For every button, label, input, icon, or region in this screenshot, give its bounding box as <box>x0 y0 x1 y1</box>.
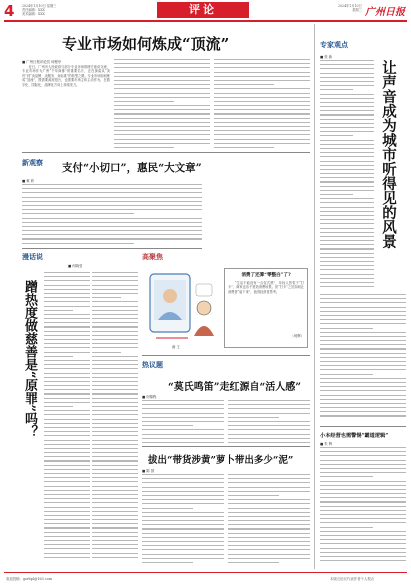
divider-lead <box>22 152 310 153</box>
date-block <box>338 4 362 12</box>
voice-byline: ■ 张 新 <box>320 55 333 59</box>
pay-headline: 支付“小切口”，惠民“大文章” <box>62 162 202 174</box>
column-tag-fengci: 漫话说 <box>22 252 43 261</box>
lead-body-col2 <box>114 59 210 149</box>
divider-cartoon <box>142 355 310 356</box>
footer-rule <box>4 572 407 573</box>
cartoon-block <box>142 252 310 352</box>
divider-mo <box>142 446 310 447</box>
cartoon-caption-title: 消费了还算“零整白”了? <box>241 273 291 278</box>
footer-left: 欢迎投稿：gzrbpl@163.com <box>6 577 53 581</box>
cartoon-caption-author: （何辉） <box>290 334 304 338</box>
voice-body-col2 <box>320 294 406 422</box>
voice-title: 让声音成为城市听得见的风景 <box>380 60 397 249</box>
divider-pay <box>22 248 202 249</box>
cartoon-caption-body: “生活不能没有一点仪式感”，年轻人热衷于“打卡”，商家也乐于营造消费场景。但“打卡”之后如何让消费者“留下来”，值得经营者思考。 <box>228 281 304 294</box>
lead-byline: ■ 广州日报评论员 何程序 <box>22 60 62 64</box>
date-line: 星期三 <box>352 8 362 13</box>
divider-right-column <box>314 24 315 569</box>
divider-right-bottom <box>320 426 406 427</box>
column-tag-zhuanjia: 专家观点 <box>320 40 348 49</box>
section-title: 评论 <box>189 3 217 16</box>
livestream-body-col2 <box>228 474 310 566</box>
heat-byline: ■ 何晓莹 <box>68 264 83 268</box>
heat-title: 蹭热度做慈善是“原罪”吗？ <box>22 280 37 438</box>
right-bottom-headline: 小本经营也需警惕“霸道逻辑” <box>320 433 389 439</box>
livestream-headline: 拔出“带货涉黄”萝卜带出多少“泥” <box>148 455 294 466</box>
masthead <box>0 0 411 24</box>
voice-body-col1 <box>320 60 374 290</box>
pay-byline: ■ 黄 欣 <box>22 179 35 183</box>
mo-body-col2 <box>228 400 310 444</box>
edition-line: 2024年1月10日 星期三 <box>22 4 57 8</box>
mo-tag: 热议题 <box>142 360 163 369</box>
livestream-body-col1 <box>142 474 224 566</box>
edition-line: 美术编辑：XXX <box>22 12 45 17</box>
right-bottom-body <box>320 447 406 565</box>
right-bottom-byline: ■ 朱 辉 <box>320 442 333 446</box>
cartoon-artist: 画 王 <box>172 345 180 349</box>
lead-body-col3 <box>214 59 310 149</box>
column-tag-xinqiao: 新观察 <box>22 158 43 167</box>
column-tag-gaojuqu: 高聚焦 <box>142 252 163 261</box>
masthead-rule <box>4 20 407 22</box>
heat-body-col2 <box>92 272 138 560</box>
date-line: 2024年1月10日 <box>338 4 362 8</box>
mo-byline: ■ 何锦程 <box>142 395 157 399</box>
edition-info <box>22 4 56 17</box>
mo-body-col1 <box>142 400 224 444</box>
mo-headline: “莫氏鸣笛”走红源自“活人感” <box>168 382 302 393</box>
footer-right: 本版言论仅代表作者个人观点 <box>330 577 375 581</box>
pay-body <box>22 184 202 246</box>
cartoon-illustration <box>148 266 218 348</box>
section-banner <box>157 2 249 18</box>
page-number: 4 <box>4 2 15 20</box>
cartoon-caption <box>224 268 308 348</box>
livestream-byline: ■ 陈 国 <box>142 469 155 473</box>
lead-headline: 专业市场如何炼成“顶流” <box>62 35 230 53</box>
heat-body-col1 <box>44 272 90 560</box>
paper-logo: 广州日报 <box>365 7 405 18</box>
edition-line: 责任编辑：XXX <box>22 8 45 13</box>
lead-intro: 近日，广州市人民政府与部分专业市场管理方座谈交流，专业市场作为广州“千年商都”的重要名片，正在探索从“卖货”到“卖品牌、卖服务、卖标准”的转型之路。专业市场如何炼成“顶流”，既需要政府搭台，也需要市场主体主动作为，在数字化、国际化、品牌化方向上持续发力。 <box>22 65 110 87</box>
